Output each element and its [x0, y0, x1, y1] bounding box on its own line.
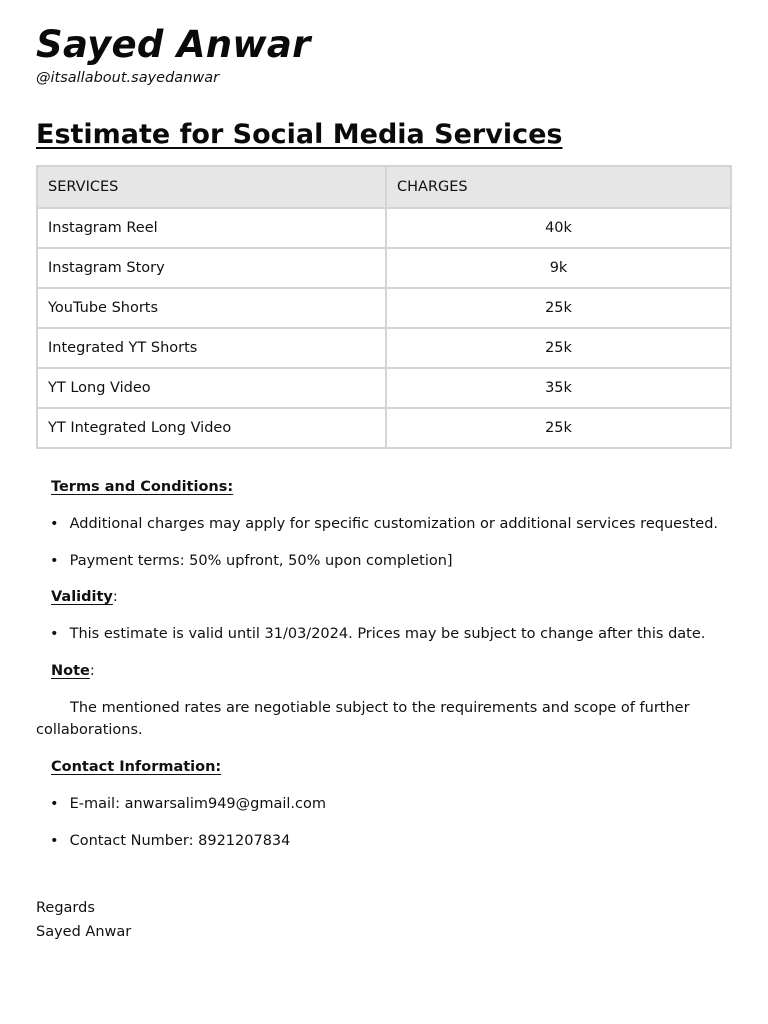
terms-item-text: Payment terms: 50% upfront, 50% upon completion]: [69, 553, 453, 569]
service-cell: YT Long Video: [37, 368, 386, 408]
closing-signature: Sayed Anwar: [36, 924, 132, 940]
list-item: [36, 830, 756, 852]
note-heading-suffix: :: [89, 663, 95, 679]
service-cell: Instagram Story: [37, 248, 386, 288]
table-header-row: [37, 166, 731, 208]
bullet-icon: •: [50, 796, 59, 812]
contact-number: Contact Number: 8921207834: [69, 833, 291, 849]
rates-table: [36, 165, 732, 449]
validity-item-text: This estimate is valid until 31/03/2024. Prices may be subject to change after this date.: [69, 626, 706, 642]
contact-section: [36, 756, 732, 778]
charge-cell: 25k: [386, 408, 731, 448]
validity-heading: [36, 586, 732, 608]
page-title: Estimate for Social Media Services: [36, 119, 563, 150]
list-item: [36, 550, 756, 572]
contact-heading-text: Contact Information:: [51, 759, 222, 775]
author-name: Sayed Anwar: [36, 23, 311, 66]
table-row: [37, 248, 731, 288]
service-cell: Integrated YT Shorts: [37, 328, 386, 368]
table-row: [37, 208, 731, 248]
validity-section: [36, 586, 732, 608]
note-heading-text: Note: [51, 663, 90, 679]
social-handle: @itsallabout.sayedanwar: [36, 70, 220, 86]
bullet-icon: •: [50, 553, 59, 569]
column-header-services: SERVICES: [37, 166, 386, 208]
validity-heading-suffix: :: [112, 589, 118, 605]
bullet-icon: •: [50, 833, 59, 849]
service-cell: YouTube Shorts: [37, 288, 386, 328]
charge-cell: 35k: [386, 368, 731, 408]
contact-heading: [36, 756, 732, 778]
table-row: [37, 368, 731, 408]
note-text: The mentioned rates are negotiable subject to the requirements and scope of further collaborations.: [36, 700, 690, 738]
table-row: [37, 408, 731, 448]
list-item: [36, 623, 756, 645]
column-header-charges: CHARGES: [386, 166, 731, 208]
list-item: [36, 793, 756, 815]
bullet-icon: •: [50, 516, 59, 532]
terms-item-text: Additional charges may apply for specific customization or additional services requested.: [69, 516, 719, 532]
terms-heading: [36, 476, 732, 498]
terms-section: [36, 476, 732, 498]
note-heading: [36, 660, 732, 682]
bullet-icon: •: [50, 626, 59, 642]
contact-email: E-mail: anwarsalim949@gmail.com: [69, 796, 326, 812]
table-row: [37, 328, 731, 368]
closing-regards: Regards: [36, 900, 95, 916]
note-section: [36, 660, 732, 682]
service-cell: YT Integrated Long Video: [37, 408, 386, 448]
terms-heading-text: Terms and Conditions:: [51, 479, 234, 495]
validity-heading-text: Validity: [51, 589, 113, 605]
charge-cell: 25k: [386, 288, 731, 328]
charge-cell: 25k: [386, 328, 731, 368]
table-row: [37, 288, 731, 328]
charge-cell: 40k: [386, 208, 731, 248]
list-item: [36, 513, 756, 535]
charge-cell: 9k: [386, 248, 731, 288]
service-cell: Instagram Reel: [37, 208, 386, 248]
